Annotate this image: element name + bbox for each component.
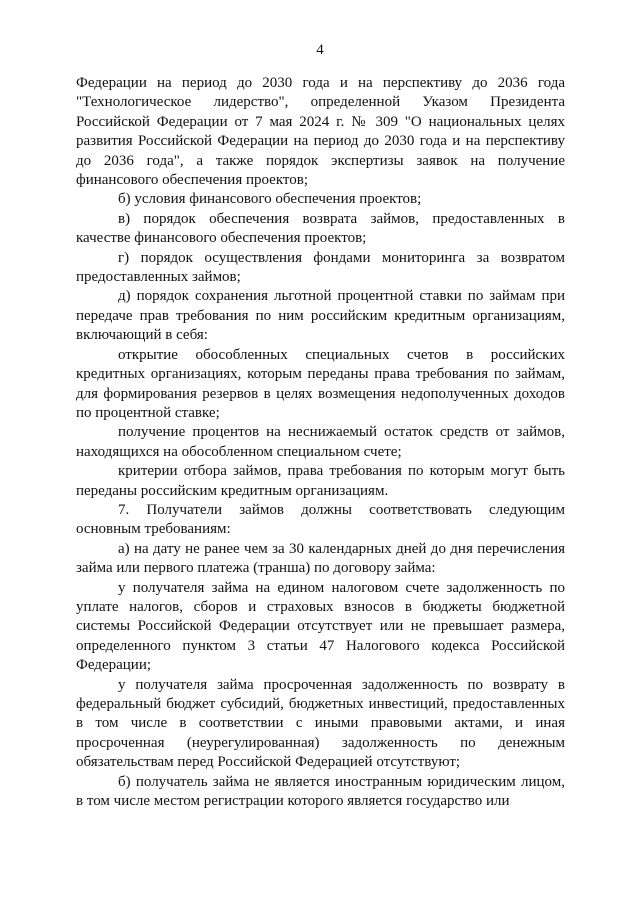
paragraph: у получателя займа на едином налоговом счете задолженность по уплате налогов, сборов и страховых взносов в бюджеты бюджетной системы Российской Федерации отсутствует или не превышает размера, определенного пунктом 3 статьи 47 Налогового кодекса Российской Федерации; (76, 579, 565, 674)
document-body (76, 74, 565, 811)
paragraph: г) порядок осуществления фондами мониторинга за возвратом предоставленных займов; (76, 249, 565, 286)
paragraph: а) на дату не ранее чем за 30 календарных дней до дня перечисления займа или первого платежа (транша) по договору займа: (76, 540, 565, 577)
paragraph: б) условия финансового обеспечения проектов; (118, 191, 422, 208)
paragraph: 7. Получатели займов должны соответствовать следующим основным требованиям: (76, 501, 565, 538)
paragraph: у получателя займа просроченная задолженность по возврату в федеральный бюджет субсидий, бюджетных инвестиций, предоставленных в том числе в соответствии с иными правовыми актами, и иная просроченная (неурегулированная) задолженность по денежным обязательствам перед Российской Федерацией отсутствуют; (76, 676, 565, 771)
paragraph: Федерации на период до 2030 года и на перспективу до 2036 года "Технологическое лидерство", определенной Указом Президента Российской Федерации от 7 мая 2024 г. № 309 "О национальных целях развития Российской Федерации на период до 2030 года и на перспективу до 2036 года", а также порядок экспертизы заявок на получение финансового обеспечения проектов; (76, 75, 565, 189)
paragraph: критерии отбора займов, права требования по которым могут быть переданы российским кредитным организациям. (76, 463, 565, 499)
paragraph: в) порядок обеспечения возврата займов, предоставленных в качестве финансового обеспечения проектов; (76, 210, 565, 247)
paragraph: открытие обособленных специальных счетов в российских кредитных организациях, которым переданы права требования по займам, для формирования резервов в целях возмещения недополученных доходов по процентной ставке; (76, 346, 565, 421)
paragraph: б) получатель займа не является иностранным юридическим лицом, в том числе местом регистрации которого является государство или (76, 773, 565, 810)
paragraph: д) порядок сохранения льготной процентной ставки по займам при передаче прав требования по ним российским кредитным организациям, включающий в себя: (76, 288, 565, 344)
page-number: 4 (316, 42, 324, 58)
paragraph: получение процентов на неснижаемый остаток средств от займов, находящихся на обособленном специальном счете; (76, 424, 565, 460)
